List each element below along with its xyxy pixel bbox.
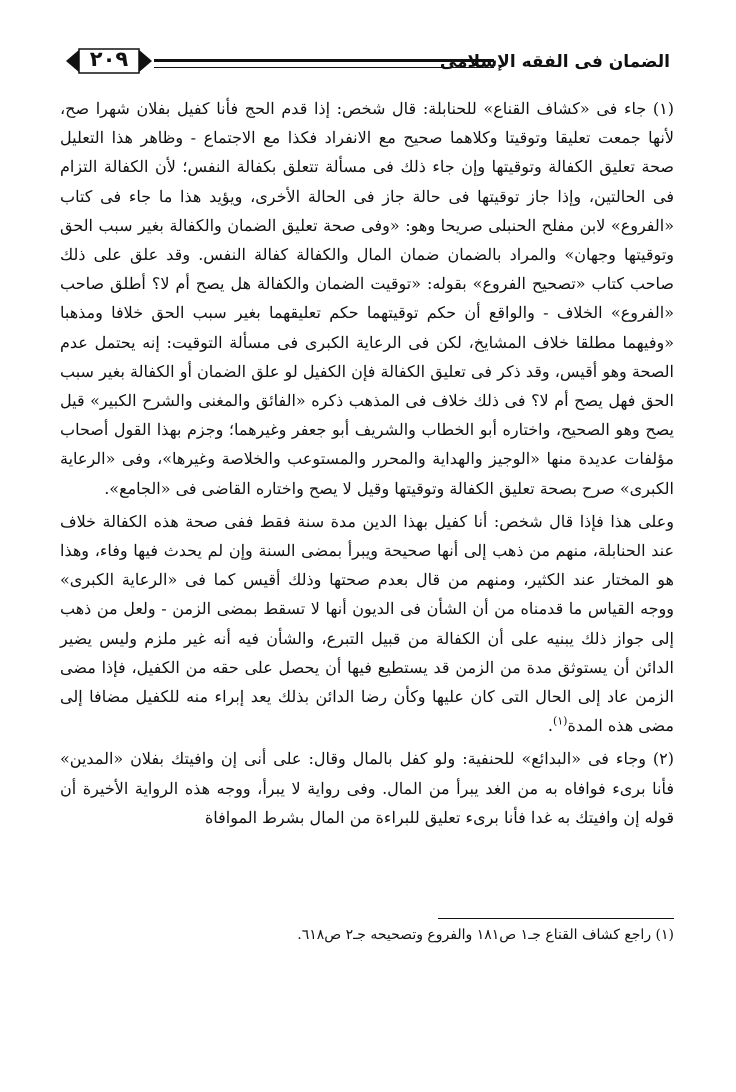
footnote: (١) راجع كشاف القناع جـ١ ص١٨١ والفروع وتصحيحه جـ٢ ص٦١٨. — [297, 927, 674, 943]
page-number: ٢٠٩ — [89, 47, 129, 71]
paragraph-2-end: . — [547, 716, 553, 736]
paragraph-2-text: وعلى هذا فإذا قال شخص: أنا كفيل بهذا الدين مدة سنة فقط ففى صحة هذه الكفالة خلاف عند الحنابلة، منهم من ذهب إلى أنها صحيحة ويبرأ بمضى السنة وإن لم يحدث فيها وفاء، وهذا هو المختار عند الكثير، ومنهم من قال بعدم صحتها وذلك أقيس كما فى «الرعاية الكبرى» ووجه القياس ما قدمناه من أن الشأن فى الديون أنها لا تسقط بمضى الزمن - ولعل من ذهب إلى جواز ذلك يبنيه على أن الكفالة من قبيل التبرع، والشأن فيه أنه غير ملزم وليس يضير الدائن أن يستوثق مدة من الزمن قد يستطيع فيها أن يحصل على حقه من الكفيل، فإذا مضى الزمن عاد إلى الحال التى كان عليها وكأن رضا الدائن بذلك يعد إبراء منه للكفيل مضافا إلى مضى هذه المدة — [60, 511, 674, 736]
paragraph-3: (٢) وجاء فى «البدائع» للحنفية: ولو كفل بالمال وقال: على أنى إن وافيتك بفلان «المدين» فأنا برىء فوافاه به من الغد يبرأ من المال. وفى رواية لا يبرأ، ووجه هذه الرواية الأخيرة أن قوله إن وافيتك به غدا فأنا برىء تعليق للبراءة من المال بشرط الموافاة — [60, 749, 674, 827]
footnote-divider — [438, 918, 674, 919]
book-title: الضمان فى الفقه الإسلامى — [439, 52, 670, 72]
page-number-badge — [66, 46, 152, 76]
paragraph-2 — [60, 507, 674, 741]
main-text — [60, 94, 674, 836]
running-header — [66, 46, 670, 86]
paragraph-1: (١) جاء فى «كشاف القناع» للحنابلة: قال شخص: إذا قدم الحج فأنا كفيل بفلان شهرا صح، لأنها جمعت تعليقا وتوقيتا وكلاهما صحيح مع الانفراد فكذا مع الاجتماع - وظاهر هذا التعليل صحة تعليق الكفالة وتوقيتها وإن جاء ذلك فى مسألة تتعلق بكفالة النفس؛ لأن الكفالة التزام فى الحالتين، وإذا جاز توقيتها فى حالة جاز فى الحالة الأخرى، ويؤيد هذا ما جاء فى كتاب «الفروع» لابن مفلح الحنبلى صريحا وهو: «وفى صحة تعليق الضمان والكفالة بغير سبب الحق وتوقيتها وجهان» والمراد بالضمان ضمان المال والكفالة كفالة النفس. وقد علق على ذلك صاحب كتاب «تصحيح الفروع» بقوله: «توقيت الضمان والكفالة هل يصح أم لا؟ أطلق صاحب «الفروع» الخلاف - والواقع أن حكم توقيتهما حكم تعليقهما بغير سبب الحق خلافا ومذهبا «وفيهما مطلقا خلاف المشايخ، لكن فى الرعاية الكبرى فى مسألة التوقيت: إنه يحتمل عدم الصحة وهو أقيس، وقد ذكر فى تعليق الكفالة فإن الكفيل لو علق الضمان أو الكفالة بغير سبب الحق فهل يصح أم لا؟ فى ذلك خلاف فى المذهب ذكره «الفائق والمغنى والشرح الكبير» قيل يصح وهو الصحيح، واختاره أبو الخطاب والشريف أبو جعفر وغيرهما؛ وجزم بهذا القول أصحاب مؤلفات عديدة منها «الوجيز والهداية والمحرر والمستوعب والخلاصة وغيرها»، وفى «الرعاية الكبرى» صرح بصحة تعليق الكفالة وتوقيتها وقيل لا يصح واختاره القاضى فى «الجامع». — [60, 99, 675, 498]
header-rule — [154, 59, 494, 68]
footnote-marker[interactable]: (١) — [552, 714, 568, 728]
